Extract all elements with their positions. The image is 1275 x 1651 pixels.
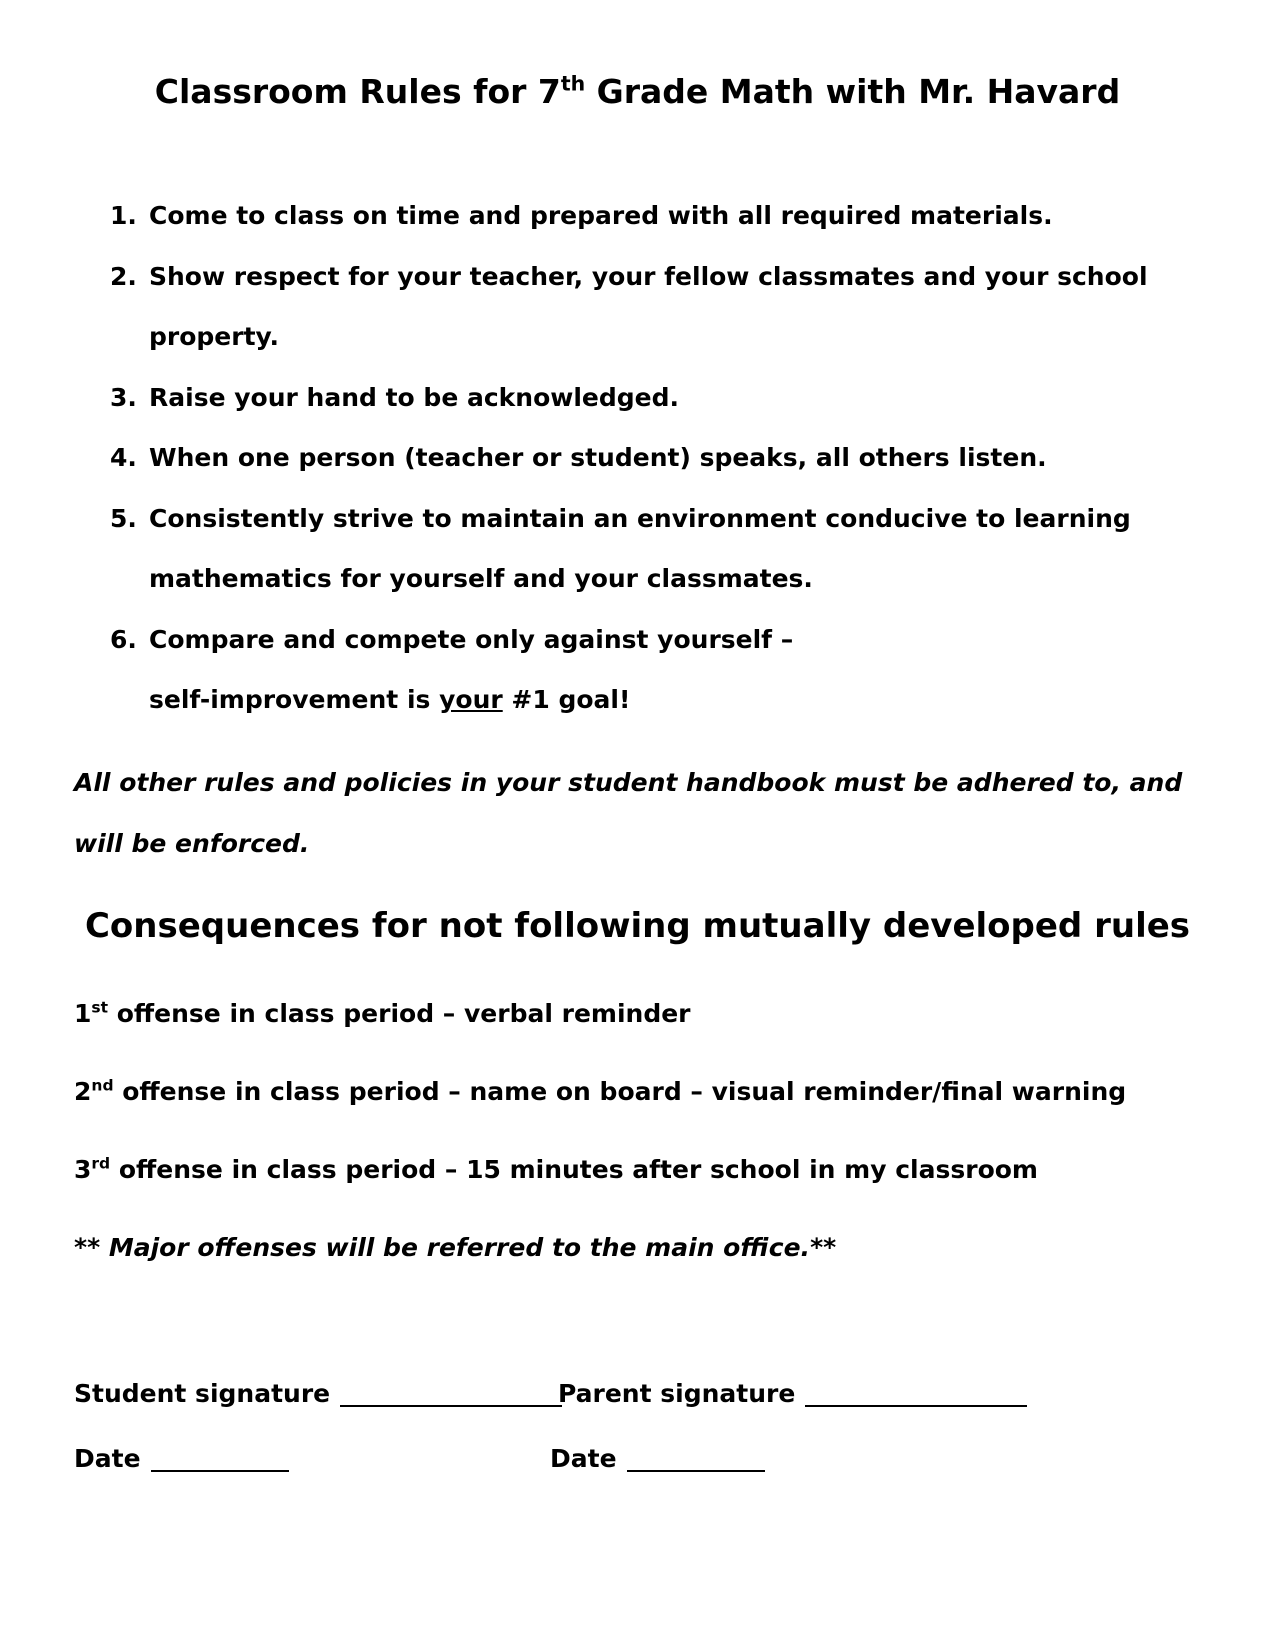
handbook-note: All other rules and policies in your student handbook must be adhered to, and will be enforced. (74, 768, 1183, 858)
student-signature-field[interactable] (74, 1378, 562, 1410)
signature-line (805, 1405, 1027, 1407)
date-label: Date (550, 1444, 617, 1473)
consequence-item: 3rd offense in class period – 15 minutes after school in my classroom (74, 1154, 1038, 1184)
parent-signature-field[interactable] (558, 1378, 1027, 1410)
consequences-heading: Consequences for not following mutually developed rules (84, 906, 1191, 946)
rule-item: 2. Show respect for your teacher, your fellow classmates and your school property. (110, 261, 1148, 351)
consequence-item: 1st offense in class period – verbal reminder (74, 998, 691, 1028)
major-offense-note: ** Major offenses will be referred to the main office.** (74, 1233, 837, 1262)
rule-item: 6. Compare and compete only against yourself – self-improvement is your #1 goal! (110, 624, 794, 714)
student-date-field[interactable] (74, 1443, 289, 1475)
student-signature-label: Student signature (74, 1379, 331, 1408)
parent-signature-label: Parent signature (558, 1379, 796, 1408)
page-title: Classroom Rules for 7th Grade Math with Mr. Havard (154, 71, 1121, 111)
date-line (151, 1470, 289, 1472)
underlined-word: your (439, 685, 503, 714)
date-line (627, 1470, 765, 1472)
rules-list (110, 186, 1170, 731)
parent-date-field[interactable] (550, 1443, 765, 1475)
date-label: Date (74, 1444, 141, 1473)
consequence-item: 2nd offense in class period – name on board – visual reminder/final warning (74, 1076, 1127, 1106)
rule-item: 4. When one person (teacher or student) speaks, all others listen. (110, 443, 1047, 472)
rule-item: 1. Come to class on time and prepared with all required materials. (110, 201, 1053, 230)
rule-item: 5. Consistently strive to maintain an environment conducive to learning mathematics for yourself and your classmates. (110, 503, 1131, 593)
rule-item: 3. Raise your hand to be acknowledged. (110, 382, 680, 412)
signature-line (340, 1405, 562, 1407)
